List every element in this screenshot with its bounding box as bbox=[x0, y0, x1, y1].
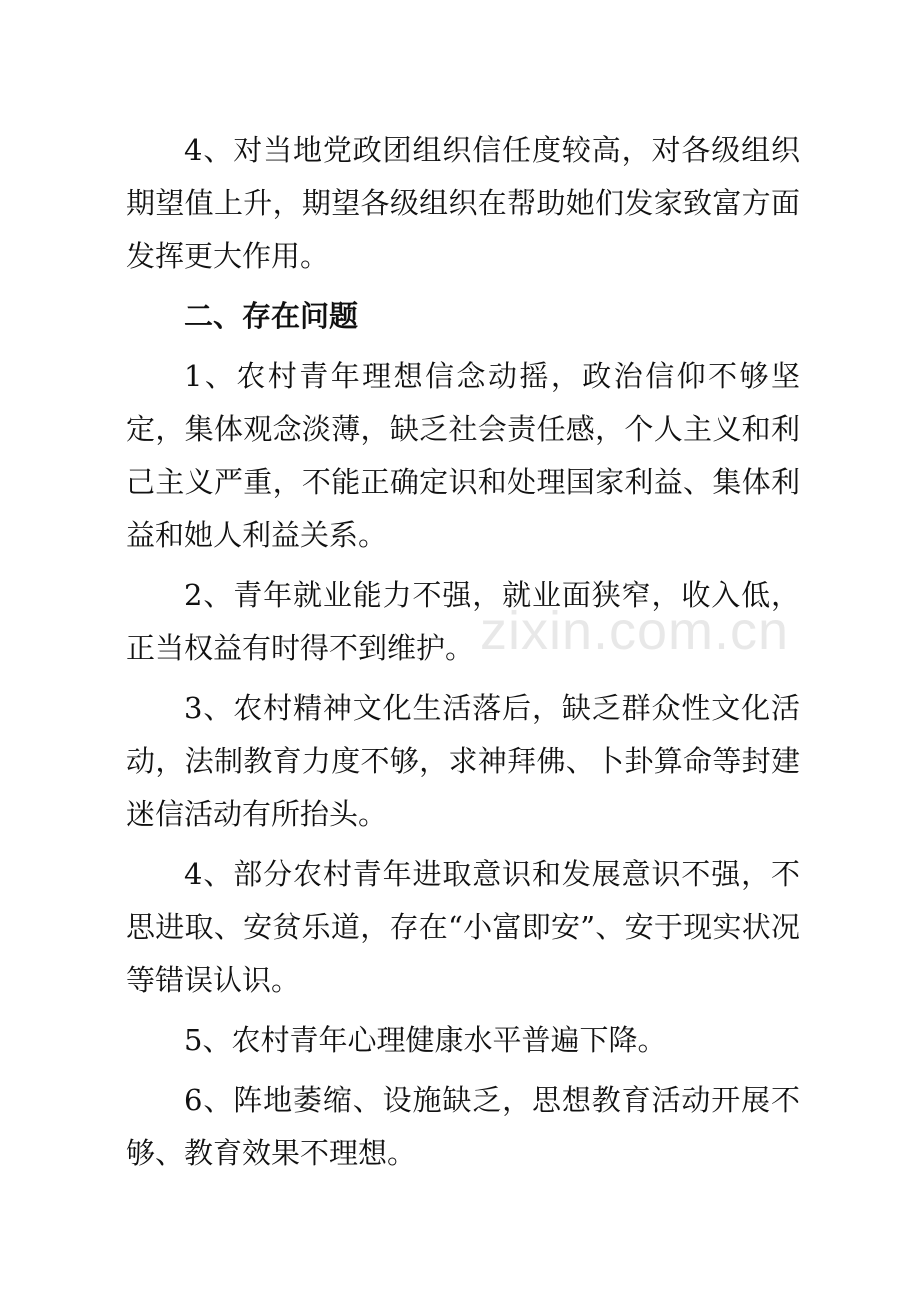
paragraph-trust-in-organizations: 4、对当地党政团组织信任度较高，对各级组织期望值上升，期望各级组织在帮助她们发家致富方面发挥更大作用。 bbox=[126, 133, 800, 273]
paragraph-problem-6: 6、阵地萎缩、设施缺乏，思想教育活动开展不够、教育效果不理想。 bbox=[126, 1083, 800, 1170]
paragraph-problem-3: 3、农村精神文化生活落后，缺乏群众性文化活动，法制教育力度不够，求神拜佛、卜卦算命等封建迷信活动有所抬头。 bbox=[126, 691, 800, 831]
paragraph-problem-4: 4、部分农村青年进取意识和发展意识不强，不思进取、安贫乐道，存在“小富即安”、安于现实状况等错误认识。 bbox=[126, 857, 800, 997]
paragraph-problem-1: 1、农村青年理想信念动摇，政治信仰不够坚定，集体观念淡薄，缺乏社会责任感，个人主义和利己主义严重，不能正确定识和处理国家利益、集体利益和她人利益关系。 bbox=[126, 359, 800, 552]
paragraph-problem-2: 2、青年就业能力不强，就业面狭窄，收入低，正当权益有时得不到维护。 bbox=[126, 578, 800, 665]
document-body bbox=[126, 124, 800, 1187]
watermark: zixin.com.cn bbox=[480, 601, 790, 661]
paragraph-problem-5: 5、农村青年心理健康水平普遍下降。 bbox=[184, 1023, 667, 1057]
section-heading-problems: 二、存在问题 bbox=[184, 299, 359, 333]
